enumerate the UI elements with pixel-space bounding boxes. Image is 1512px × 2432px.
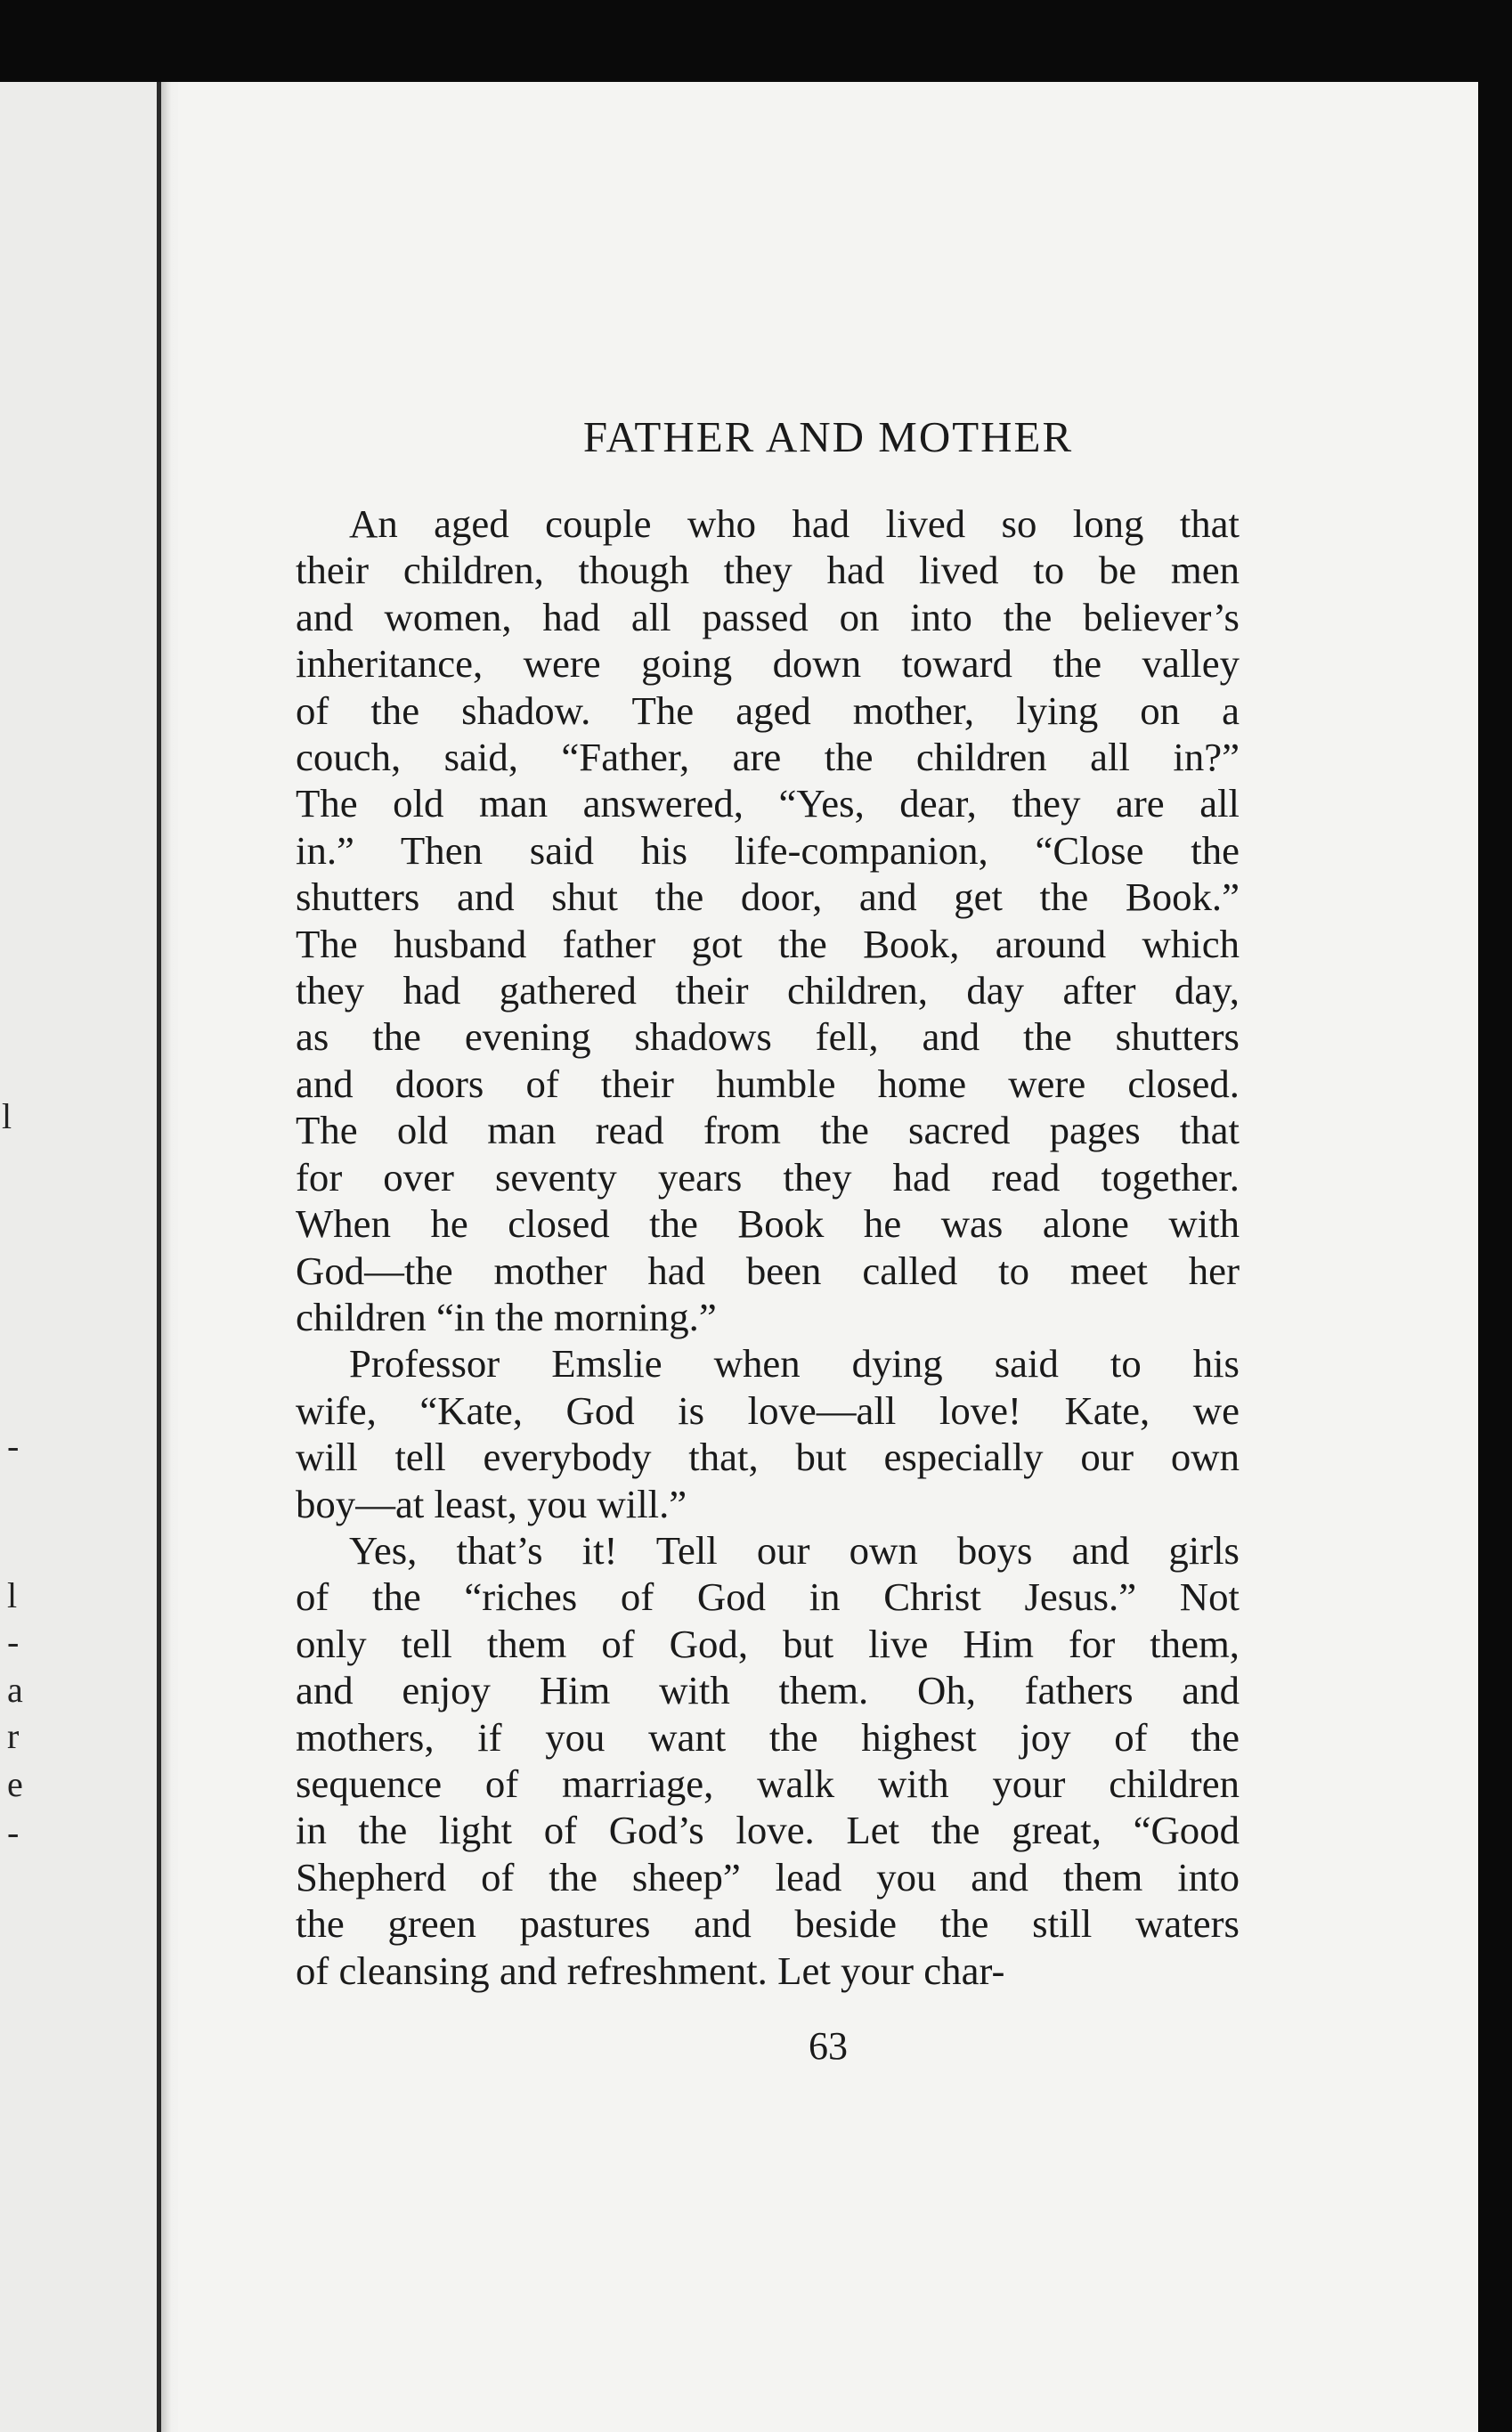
paragraph [296,1340,1240,1527]
text-line: of cleansing and refreshment. Let your char- [296,1948,1005,1993]
text-line: and women, had all passed on into the believer’s [296,594,1240,639]
text-line: boy—at least, you will.” [296,1481,687,1526]
book-page [178,82,1478,2432]
fragment-glyph: l [2,1096,12,1136]
text-line: When he closed the Book he was alone with [296,1201,1240,1247]
text-line: Shepherd of the sheep” lead you and them into [296,1854,1240,1899]
text-line: in.” Then said his life-companion, “Close the [296,827,1240,873]
text-line: in the light of God’s love. Let the great, “Good [296,1808,1240,1853]
page-edge [1475,82,1512,2432]
text-line: children “in the morning.” [296,1294,717,1339]
text-line: An aged couple who had lived so long that [349,501,1240,546]
text-line: The old man read from the sacred pages that [296,1108,1240,1153]
paragraph [296,1527,1240,1994]
fragment-glyph: - [7,1622,20,1662]
body-text [296,500,1240,1994]
text-line: God—the mother had been called to meet her [296,1248,1240,1293]
text-line: the green pastures and beside the still waters [296,1901,1240,1947]
text-line: inheritance, were going down toward the valley [296,641,1240,687]
adjacent-page-fragments [0,1096,53,1852]
text-line: couch, said, “Father, are the children all in?” [296,735,1240,780]
text-line: and enjoy Him with them. Oh, fathers and [296,1668,1240,1713]
page-heading: FATHER AND MOTHER [582,412,1074,461]
page-number: 63 [809,2024,848,2068]
text-line: only tell them of God, but live Him for them, [296,1621,1240,1666]
text-line: Professor Emslie when dying said to his [349,1341,1240,1387]
text-line: for over seventy years they had read together. [296,1154,1240,1200]
text-line: sequence of marriage, walk with your children [296,1761,1240,1806]
paragraph [296,500,1240,1340]
text-line: mothers, if you want the highest joy of the [296,1714,1240,1760]
text-line: The old man answered, “Yes, dear, they are all [296,781,1240,826]
fragment-glyph: r [7,1716,20,1756]
fragment-glyph: l [7,1575,18,1615]
text-line: their children, though they had lived to be men [296,548,1240,593]
text-line: as the evening shadows fell, and the shutters [296,1014,1240,1060]
text-line: will tell everybody that, but especially our own [296,1435,1240,1480]
text-line: shutters and shut the door, and get the Book.” [296,874,1240,920]
fragment-glyph: a [7,1670,23,1710]
text-line: they had gathered their children, day after day, [296,968,1240,1013]
fragment-glyph: - [7,1812,20,1852]
text-line: and doors of their humble home were closed. [296,1061,1240,1106]
fragment-glyph: e [7,1764,23,1804]
text-line: of the shadow. The aged mother, lying on a [296,687,1240,733]
fragment-glyph: - [7,1426,20,1466]
text-line: wife, “Kate, God is love—all love! Kate, we [296,1387,1240,1433]
text-line: The husband father got the Book, around which [296,921,1240,966]
text-line: of the “riches of God in Christ Jesus.” Not [296,1574,1240,1620]
text-line: Yes, that’s it! Tell our own boys and girls [349,1527,1240,1573]
